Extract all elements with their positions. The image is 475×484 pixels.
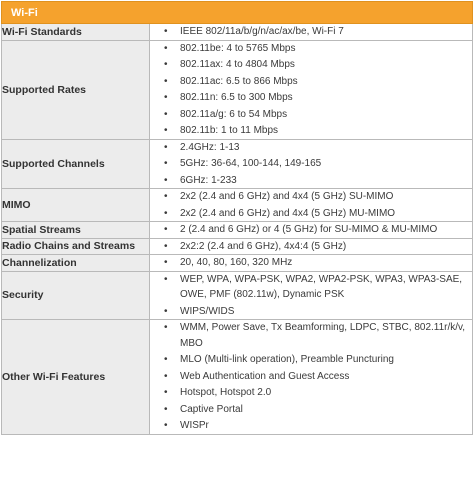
- spec-row: [2, 40, 473, 139]
- spec-value-item: • IEEE 802/11a/b/g/n/ac/ax/be, Wi-Fi 7: [150, 24, 472, 40]
- spec-value-list: [150, 272, 472, 320]
- spec-value: [150, 238, 473, 255]
- spec-row: [2, 222, 473, 239]
- spec-value-item: • WEP, WPA, WPA-PSK, WPA2, WPA2-PSK, WPA3, WPA3-SAE, OWE, PMF (802.11w), Dynamic PSK: [150, 272, 472, 303]
- spec-value-item: • 802.11ax: 4 to 4804 Mbps: [150, 57, 472, 73]
- spec-value-list: [150, 41, 472, 139]
- spec-value-item: • WISPr: [150, 418, 472, 434]
- spec-value-item: • 5GHz: 36-64, 100-144, 149-165: [150, 156, 472, 172]
- spec-row: [2, 189, 473, 222]
- spec-value: [150, 40, 473, 139]
- spec-value-list: [150, 222, 472, 238]
- spec-value-list: [150, 140, 472, 189]
- spec-label: Other Wi-Fi Features: [2, 320, 150, 435]
- spec-row: [2, 271, 473, 320]
- wifi-spec-table: [1, 1, 473, 435]
- spec-value-item: • 2.4GHz: 1-13: [150, 140, 472, 156]
- spec-value-item: • 2x2:2 (2.4 and 6 GHz), 4x4:4 (5 GHz): [150, 239, 472, 255]
- spec-value-item: • 2 (2.4 and 6 GHz) or 4 (5 GHz) for SU-MIMO & MU-MIMO: [150, 222, 472, 238]
- spec-label: MIMO: [2, 189, 150, 222]
- spec-value-list: [150, 24, 472, 40]
- spec-value-list: [150, 189, 472, 221]
- spec-value-item: • 6GHz: 1-233: [150, 173, 472, 189]
- spec-row: [2, 320, 473, 435]
- spec-value-item: • 802.11ac: 6.5 to 866 Mbps: [150, 74, 472, 90]
- spec-value: [150, 222, 473, 239]
- spec-value: [150, 320, 473, 435]
- spec-value-item: • 802.11be: 4 to 5765 Mbps: [150, 41, 472, 57]
- spec-label: Radio Chains and Streams: [2, 238, 150, 255]
- spec-value: [150, 139, 473, 189]
- spec-label: Supported Rates: [2, 40, 150, 139]
- spec-value: [150, 271, 473, 320]
- spec-value: [150, 24, 473, 41]
- spec-value-list: [150, 239, 472, 255]
- spec-value-item: • Hotspot, Hotspot 2.0: [150, 385, 472, 401]
- spec-value-item: • 802.11n: 6.5 to 300 Mbps: [150, 90, 472, 106]
- spec-label: Security: [2, 271, 150, 320]
- spec-value-item: • 802.11b: 1 to 11 Mbps: [150, 123, 472, 139]
- spec-row: [2, 139, 473, 189]
- spec-value-item: • WMM, Power Save, Tx Beamforming, LDPC, STBC, 802.11r/k/v, MBO: [150, 320, 472, 351]
- spec-row: [2, 24, 473, 41]
- spec-value: [150, 189, 473, 222]
- spec-value-item: • Captive Portal: [150, 402, 472, 418]
- section-header-row: [2, 2, 473, 24]
- spec-value-list: [150, 320, 472, 434]
- spec-label: Supported Channels: [2, 139, 150, 189]
- spec-value-item: • WIPS/WIDS: [150, 304, 472, 320]
- section-title: Wi-Fi: [2, 2, 473, 24]
- spec-value-item: • 2x2 (2.4 and 6 GHz) and 4x4 (5 GHz) MU-MIMO: [150, 206, 472, 222]
- spec-label: Channelization: [2, 255, 150, 272]
- spec-value-item: • 2x2 (2.4 and 6 GHz) and 4x4 (5 GHz) SU-MIMO: [150, 189, 472, 205]
- spec-label: Wi-Fi Standards: [2, 24, 150, 41]
- spec-value-item: • MLO (Multi-link operation), Preamble Puncturing: [150, 352, 472, 368]
- spec-value: [150, 255, 473, 272]
- spec-value-item: • 20, 40, 80, 160, 320 MHz: [150, 255, 472, 271]
- spec-row: [2, 238, 473, 255]
- spec-value-item: • 802.11a/g: 6 to 54 Mbps: [150, 107, 472, 123]
- spec-value-list: [150, 255, 472, 271]
- spec-row: [2, 255, 473, 272]
- spec-label: Spatial Streams: [2, 222, 150, 239]
- spec-value-item: • Web Authentication and Guest Access: [150, 369, 472, 385]
